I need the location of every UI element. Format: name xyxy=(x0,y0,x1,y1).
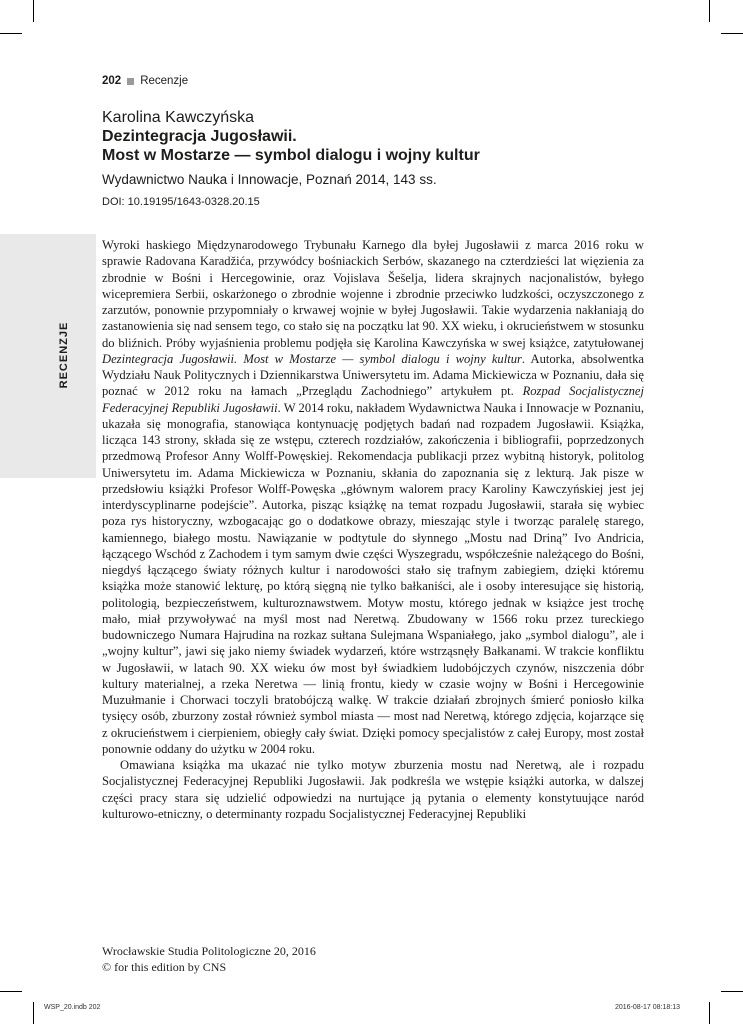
page-footer xyxy=(102,943,316,975)
print-slug-file: WSP_20.indb 202 xyxy=(44,1004,101,1011)
paragraph-1-part-c: . W 2014 roku, nakładem Wydawnictwa Nauka i Innowacje w Poznaniu, ukazała się monografia, stanowiąca kontynuację podjętych badań nad rozpadem Jugosławii. Książka, licząca 143 strony, składa się ze wstępu, czterech rozdziałów, zakończenia i bibliografii, poprzedzonych przedmową Profesor Anny Wolff-Powęskiej. Rekomendacja publikacji przez wybitną historyk, politolog Uniwersytetu im. Adama Mickiewicza w Poznaniu, skłania do zapoznania się z lekturą. Jak pisze w przedsłowiu książki Profesor Wolff-Powęska „głównym walorem pracy Karoliny Kawczyńskiej jest jej interdyscyplinarne podejście”. Autorka, pisząc książkę na temat rozpadu Jugosławii, starała się wybiec poza rys historyczny, wzbogacając go o dodatkowe obrazy, mieszając style i tworząc paralelę starego, kamiennego, białego mostu. Nawiązanie w podtytule do słynnego „Mostu nad Driną” Ivo Andricia, łączącego Wschód z Zachodem i tym samym dwie części Wyszegradu, współcześnie należącego do Bośni, niegdyś łączącego światy różnych kultur i narodowości stało się trafnym zabiegiem, dzięki któremu książka może stanowić lekturę, po którą sięgną nie tylko bałkaniści, ale i osoby interesujące się historią, politologią, bezpieczeństwem, kulturoznawstwem. Motyw mostu, którego jednak w książce jest trochę mało, miał przywoływać na myśl most nad Neretwą. Zbudowany w 1566 roku przez tureckiego budowniczego Numara Hajrudina na rozkaz sułtana Sulejmana Wspaniałego, jako „symbol dialogu”, ale i „wojny kultur”, jawi się jako niemy świadek wydarzeń, które wstrząsnęły Bałkanami. W trakcie konfliktu w Jugosławii, w latach 90. XX wieku ów most był świadkiem ludobójczych czynów, niszczenia dóbr kultury materialnej, a rzeka Neretwa — linią frontu, kiedy w czasie wojny w Bośni i Hercegowinie Muzułmanie i Chorwaci toczyli bratobójczą walkę. W trakcie działań zbrojnych śmierć poniosło kilka tysięcy osób, zburzony został również symbol miasta — most nad Neretwą, którego zdjęcia, kojarzące się z okrucieństwem i cierpieniem, obiegły cały świat. Dzięki pomocy specjalistów z całej Europy, most został ponownie oddany do użytku w 2004 roku. xyxy=(102,400,645,756)
paragraph-2: Omawiana książka ma ukazać nie tylko motyw zburzenia mostu nad Neretwą, ale i rozpadu Socjalistycznej Federacyjnej Republiki Jugosławii. Jak podkreśla we wstępie książki autorka, w dalszej części pracy stara się udzielić odpowiedzi na nurtujące ją pytania o elementy konstytuujące naród kulturowo-etniczny, o determinanty rozpadu Socjalistycznej Federacyjnej Republiki xyxy=(102,758,644,821)
square-icon xyxy=(127,78,134,85)
review-body xyxy=(102,237,644,822)
book-author: Karolina Kawczyńska xyxy=(102,109,255,126)
book-citation xyxy=(102,108,662,208)
crop-mark-bottom-right xyxy=(709,1002,710,1024)
book-publisher: Wydawnictwo Nauka i Innowacje, Poznań 2014, 143 ss. xyxy=(102,172,437,187)
crop-mark-top-right-h xyxy=(721,33,743,34)
doi: DOI: 10.19195/1643-0328.20.15 xyxy=(102,196,260,208)
journal-name: Wrocławskie Studia Politologiczne 20, 2016 xyxy=(102,944,316,958)
paragraph-1-part-b: . Autorka, absolwentka Wydziału Nauk Politycznych i Dziennikarstwa Uniwersytetu im. Adama Mickiewicza w Poznaniu, dała się poznać w 2012 roku na łamach „Przeglądu Zachodniego” artykułem pt. xyxy=(102,351,644,399)
paragraph-1 xyxy=(102,237,644,757)
book-title-line1: Dezintegracja Jugosławii. xyxy=(102,128,297,145)
article-title-italic: Rozpad Socjalistycznej Federacyjnej Republiki Jugosławii xyxy=(102,384,644,415)
print-slug-timestamp: 2016-08-17 08:18:13 xyxy=(615,1004,680,1011)
book-title-italic: Dezintegracja Jugosławii. Most w Mostarze — symbol dialogu i wojny kultur xyxy=(102,351,522,366)
copyright-notice: © for this edition by CNS xyxy=(102,960,227,974)
crop-mark-bottom-left-h xyxy=(0,991,22,992)
section-side-tab xyxy=(0,234,96,478)
section-name: Recenzje xyxy=(140,75,189,87)
page-number: 202 xyxy=(102,75,122,87)
paragraph-1-part-a: Wyroki haskiego Międzynarodowego Trybunału Karnego dla byłej Jugosławii z marca 2016 roku w sprawie Radovana Karadžića, przywódcy bośniackich Serbów, skazanego na czterdzieści lat więzienia za zbrodnie w Bośni i Hercegowinie, oraz Vojislava Šešelja, lidera skrajnych nacjonalistów, byłego wicepremiera Serbii, oskarżonego o zbrodnie wojenne i zbrodnie przeciwko ludzkości, oczyszczonego z zarzutów, ponownie przypomniały o krwawej wojnie w byłej Jugosławii. Takie wydarzenia nakłaniają do zastanowienia się nad sensem tego, co stało się na początku lat 90. XX wieku, i okrucieństwem w stosunku do bliźnich. Próby wyjaśnienia problemu podjęła się Karolina Kawczyńska w swej książce, zatytułowanej xyxy=(102,238,644,350)
crop-mark-top-left-h xyxy=(0,33,22,34)
crop-mark-bottom-right-h xyxy=(721,991,743,992)
book-title-line2: Most w Mostarze — symbol dialogu i wojny kultur xyxy=(102,147,480,164)
crop-mark-top-left xyxy=(33,0,34,22)
crop-mark-bottom-left xyxy=(33,1002,34,1024)
side-tab-label: RECENZJE xyxy=(58,321,70,389)
crop-mark-top-right xyxy=(709,0,710,22)
running-header xyxy=(102,75,188,87)
